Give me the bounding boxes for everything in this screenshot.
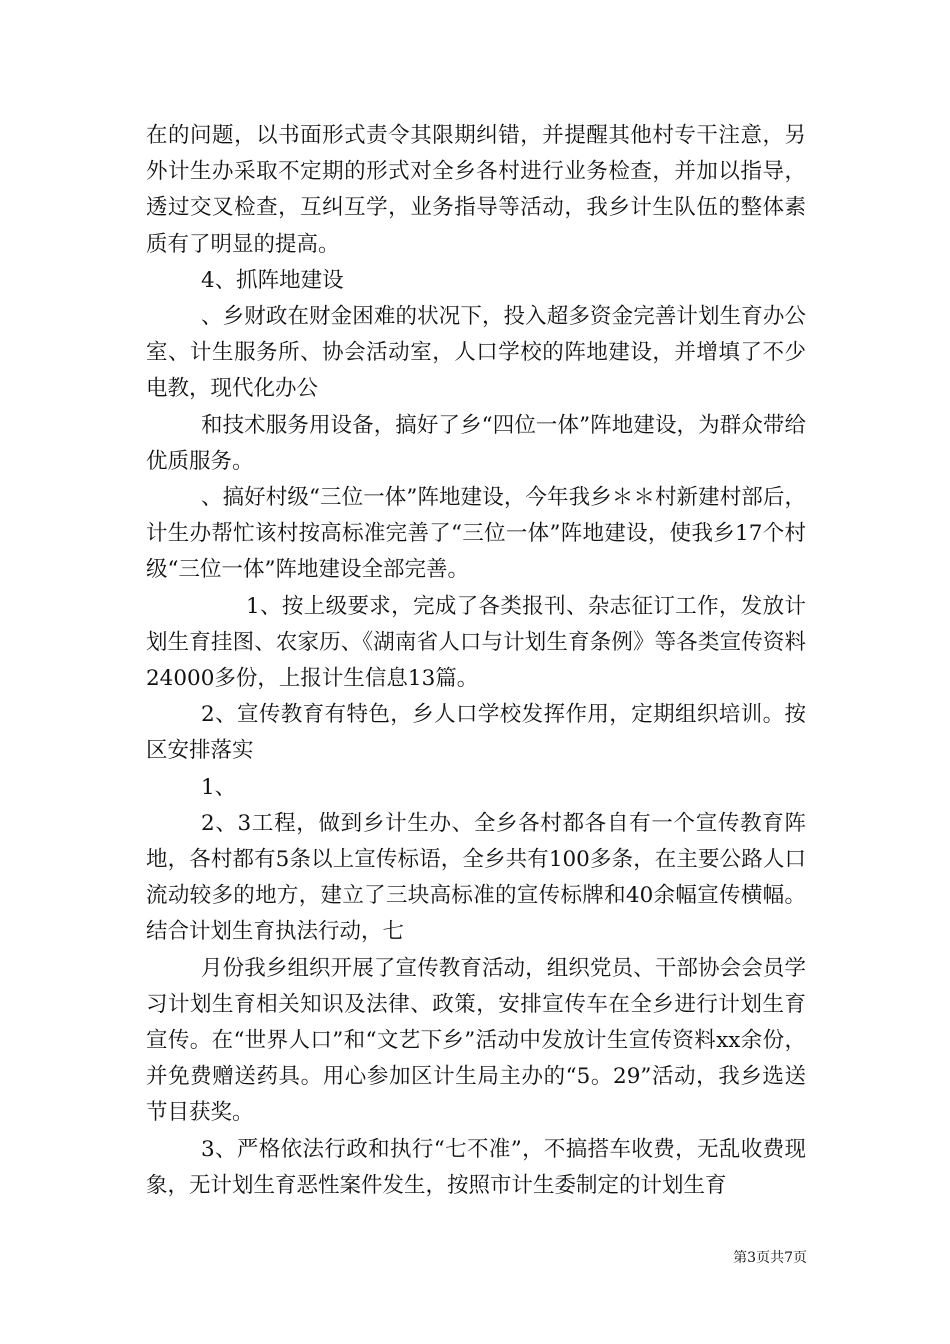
- paragraph-item-one: 1、: [201, 774, 237, 800]
- paragraph-project-three: 2、3工程，做到乡计生办、全乡各村都各自有一个宣传教育阵地，各村都有5条以上宣传标语，全乡共有100多条，在主要公路人口流动较多的地方，建立了三块高标准的宣传标牌和40余幅宣传横幅。结合计划生育执法行动，七: [146, 810, 806, 945]
- paragraph-education-features: 2、宣传教育有特色，乡人口学校发挥作用，定期组织培训。按区安排落实: [146, 702, 806, 764]
- paragraph-law-enforcement: 3、严格依法行政和执行“七不准”，不搞搭车收费，无乱收费现象，无计划生育恶性案件发生，按照市计生委制定的计划生育: [146, 1136, 806, 1198]
- paragraph-technical-equipment: 和技术服务用设备，搞好了乡“四位一体”阵地建设，为群众带给优质服务。: [146, 412, 806, 474]
- paragraph-july-activities: 月份我乡组织开展了宣传教育活动，组织党员、干部协会会员学习计划生育相关知识及法律、政策，安排宣传车在全乡进行计划生育宣传。在“世界人口”和“文艺下乡”活动中发放计生宣传资料xx余份，并免费赠送药具。用心参加区计生局主办的“5。29”活动，我乡选送节目获奖。: [146, 955, 806, 1126]
- paragraph-quality-improvement: 在的问题，以书面形式责令其限期纠错，并提醒其他村专干注意，另外计生办采取不定期的形式对全乡各村进行业务检查，并加以指导，透过交叉检查，互纠互学，业务指导等活动，我乡计生队伍的整体素质有了明显的提高。: [146, 123, 806, 257]
- paragraph-village-construction: 、搞好村级“三位一体”阵地建设，今年我乡＊＊村新建村部后，计生办帮忙该村按高标准完善了“三位一体”阵地建设，使我乡17个村级“三位一体”阵地建设全部完善。: [146, 485, 806, 583]
- paragraph-township-finance: 、乡财政在财金困难的状况下，投入超多资金完善计划生育办公室、计生服务所、协会活动室，人口学校的阵地建设，并增填了不少电教，现代化办公: [146, 304, 806, 402]
- heading-position-construction: 4、抓阵地建设: [201, 267, 344, 293]
- paragraph-publications: 1、按上级要求，完成了各类报刊、杂志征订工作，发放计划生育挂图、农家历、《湖南省人口与计划生育条例》等各类宣传资料24000多份，上报计生信息13篇。: [146, 593, 806, 692]
- document-body: [146, 118, 806, 1204]
- page-number: 第3页共7页: [733, 1250, 807, 1266]
